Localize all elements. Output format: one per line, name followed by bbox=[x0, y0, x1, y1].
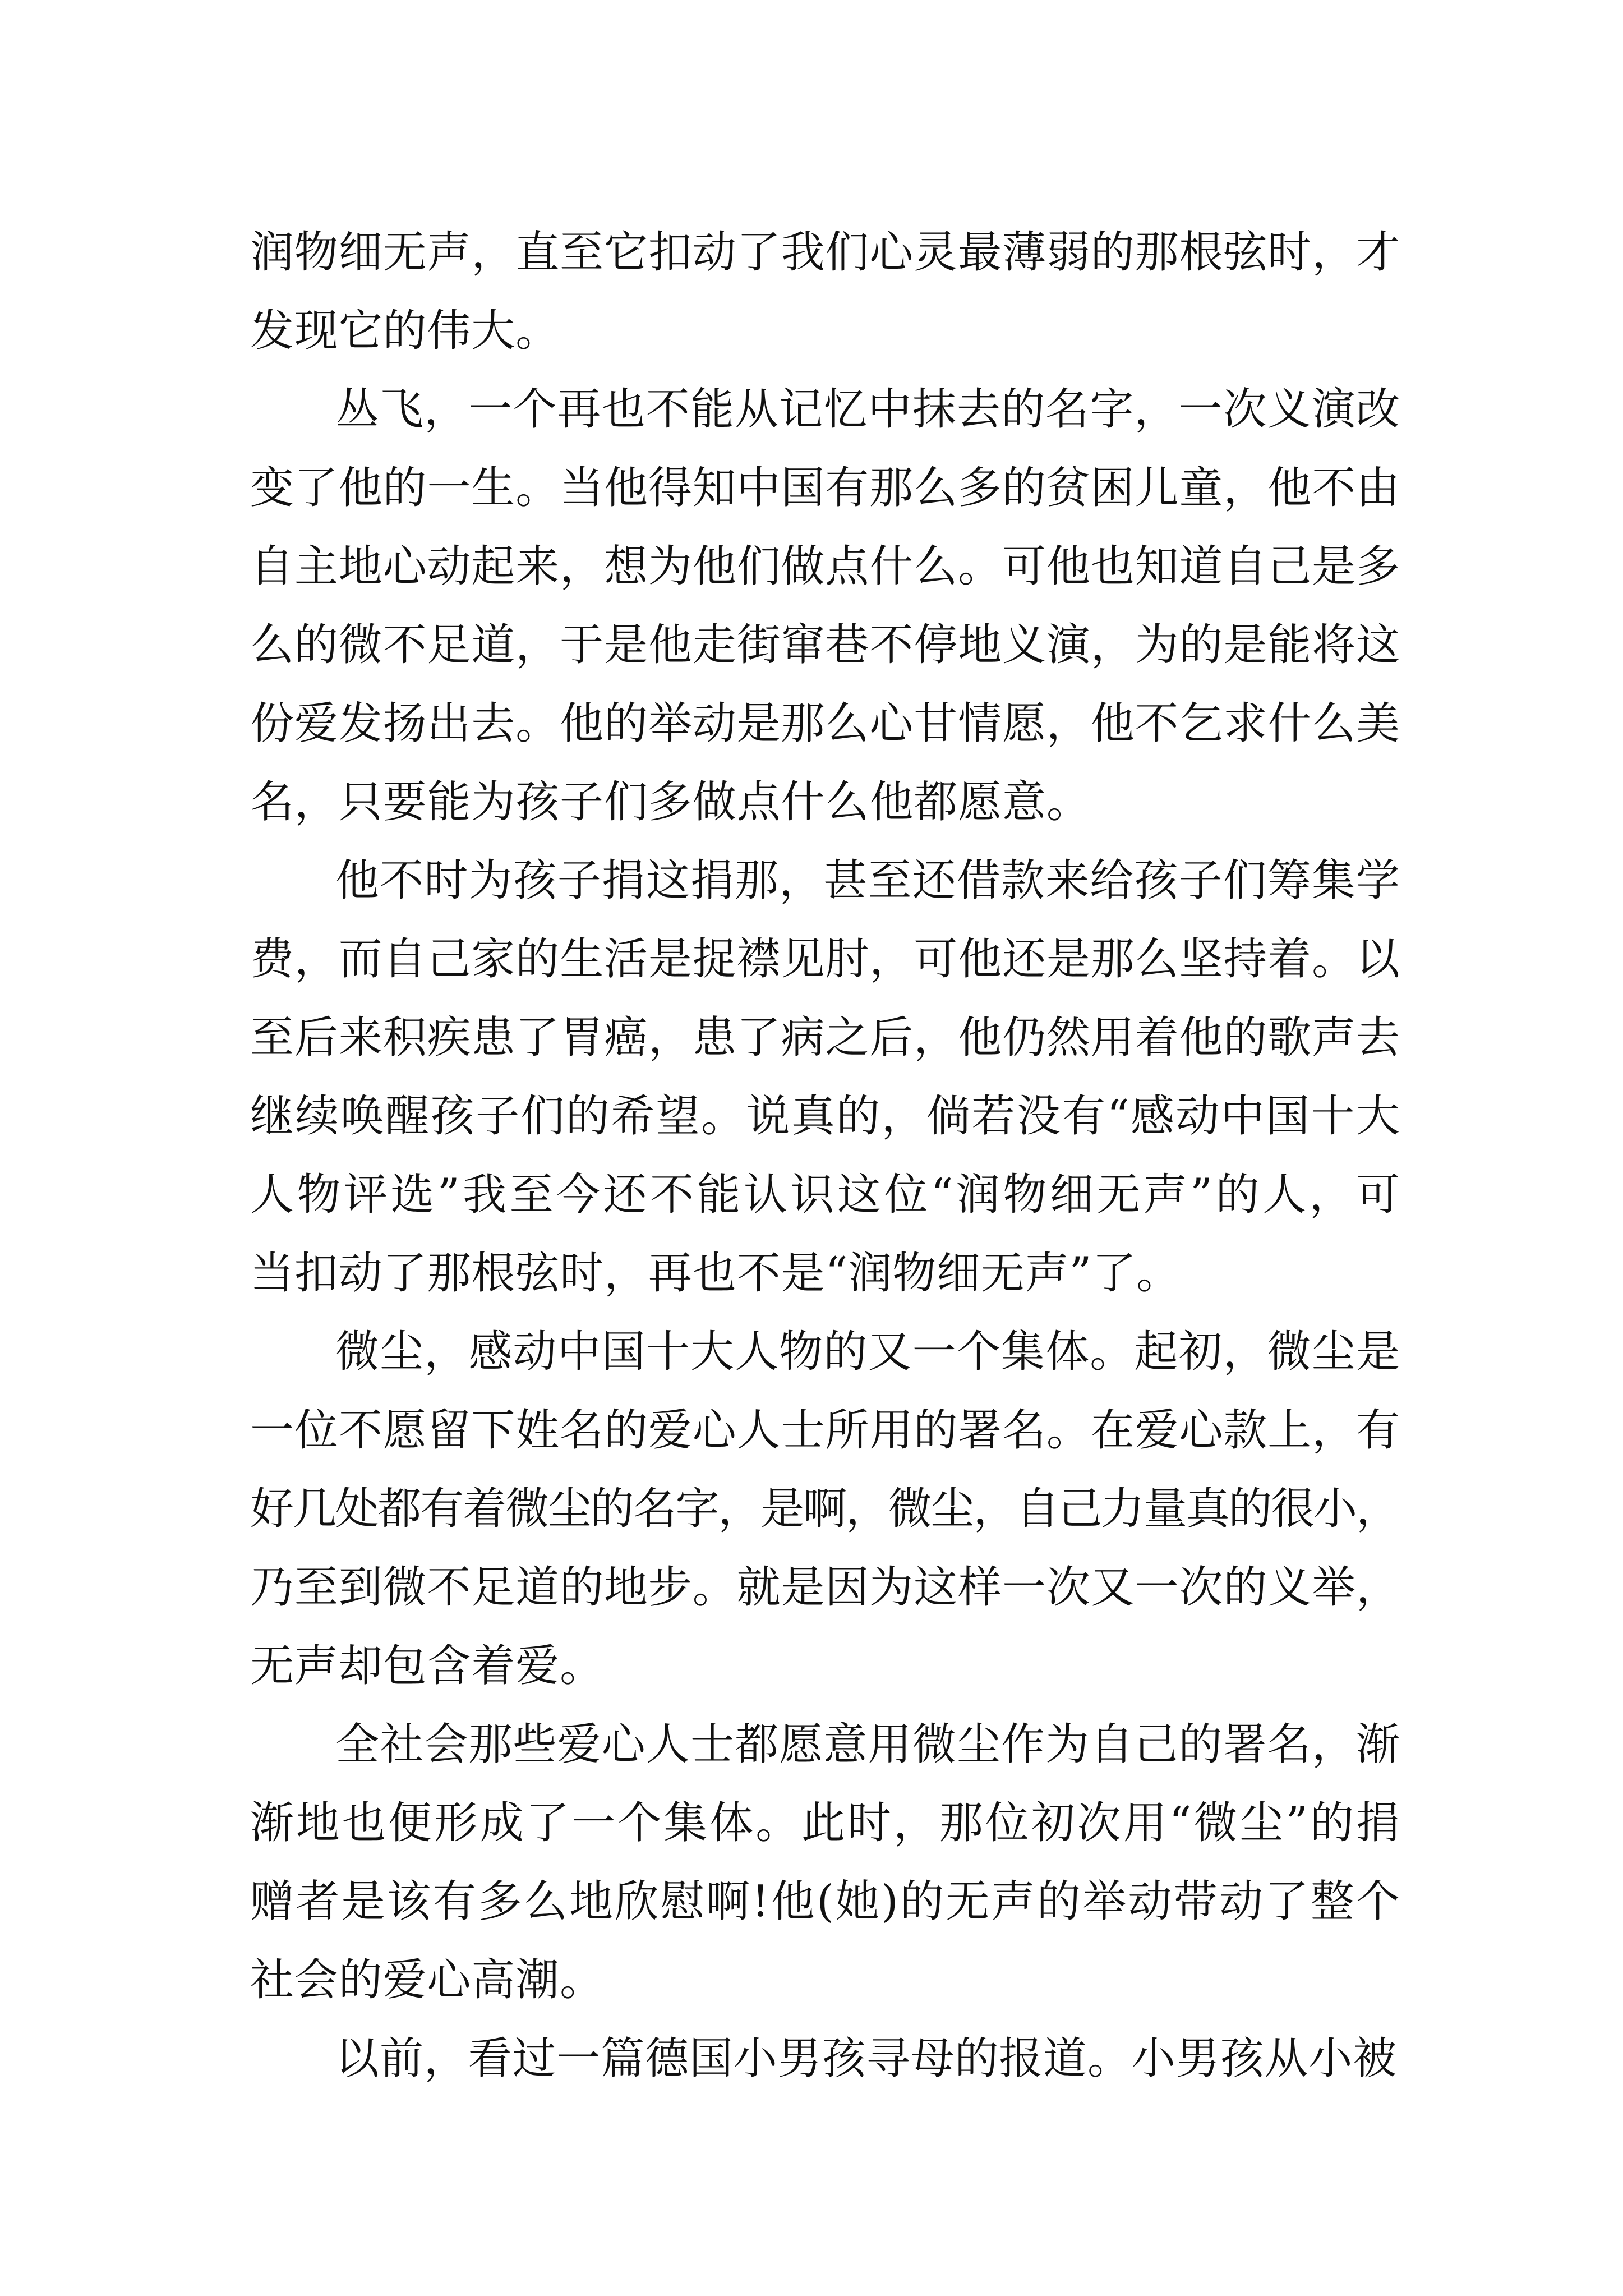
text-line: 一位不愿留下姓名的爱心人士所用的署名。在爱心款上，有 bbox=[250, 1405, 1400, 1456]
text-line: 继续唤醒孩子们的希望。说真的，倘若没有“感动中国十大 bbox=[250, 1091, 1401, 1142]
text-line: 变了他的一生。当他得知中国有那么多的贫困儿童，他不由 bbox=[250, 463, 1400, 513]
body-text bbox=[250, 213, 1403, 2098]
text-line: 好几处都有着微尘的名字，是啊，微尘，自己力量真的很小， bbox=[250, 1484, 1399, 1534]
text-line: 费，而自己家的生活是捉襟见肘，可他还是那么坚持着。以 bbox=[250, 934, 1400, 984]
text-line: 人物评选”我至今还不能认识这位“润物细无声”的人，可 bbox=[250, 1170, 1403, 1220]
text-line: 至后来积疾患了胃癌，患了病之后，他仍然用着他的歌声去 bbox=[250, 1013, 1400, 1063]
paragraph-first-line: 丛飞，一个再也不能从记忆中抹去的名字，一次义演改 bbox=[335, 384, 1401, 435]
paragraph-first-line: 他不时为孩子捐这捐那，甚至还借款来给孩子们筹集学 bbox=[335, 855, 1401, 906]
text-line: 份爱发扬出去。他的举动是那么心甘情愿，他不乞求什么美 bbox=[250, 698, 1400, 749]
text-line: 乃至到微不足道的地步。就是因为这样一次又一次的义举， bbox=[250, 1562, 1400, 1613]
text-line: 渐地也便形成了一个集体。此时，那位初次用“微尘”的捐 bbox=[250, 1798, 1402, 1848]
text-line: 赠者是该有多么地欣慰啊!他(她)的无声的举动带动了整个 bbox=[250, 1876, 1402, 1927]
paragraph-first-line: 微尘，感动中国十大人物的又一个集体。起初，微尘是 bbox=[335, 1327, 1401, 1377]
text-line: 社会的爱心高潮。 bbox=[250, 1955, 605, 2005]
text-line: 么的微不足道，于是他走街窜巷不停地义演，为的是能将这 bbox=[250, 620, 1400, 670]
text-line: 润物细无声，直至它扣动了我们心灵最薄弱的那根弦时，才 bbox=[250, 227, 1400, 278]
text-line: 当扣动了那根弦时，再也不是“润物细无声”了。 bbox=[250, 1248, 1181, 1299]
paragraph-first-line: 全社会那些爱心人士都愿意用微尘作为自己的署名，渐 bbox=[335, 1719, 1401, 1770]
text-line: 无声却包含着爱。 bbox=[250, 1641, 605, 1691]
text-line: 名，只要能为孩子们多做点什么他都愿意。 bbox=[250, 777, 1091, 827]
text-line: 自主地心动起来，想为他们做点什么。可他也知道自己是多 bbox=[250, 541, 1400, 592]
text-line: 发现它的伟大。 bbox=[250, 306, 560, 356]
paragraph-first-line: 以前，看过一篇德国小男孩寻母的报道。小男孩从小被 bbox=[335, 2033, 1398, 2084]
